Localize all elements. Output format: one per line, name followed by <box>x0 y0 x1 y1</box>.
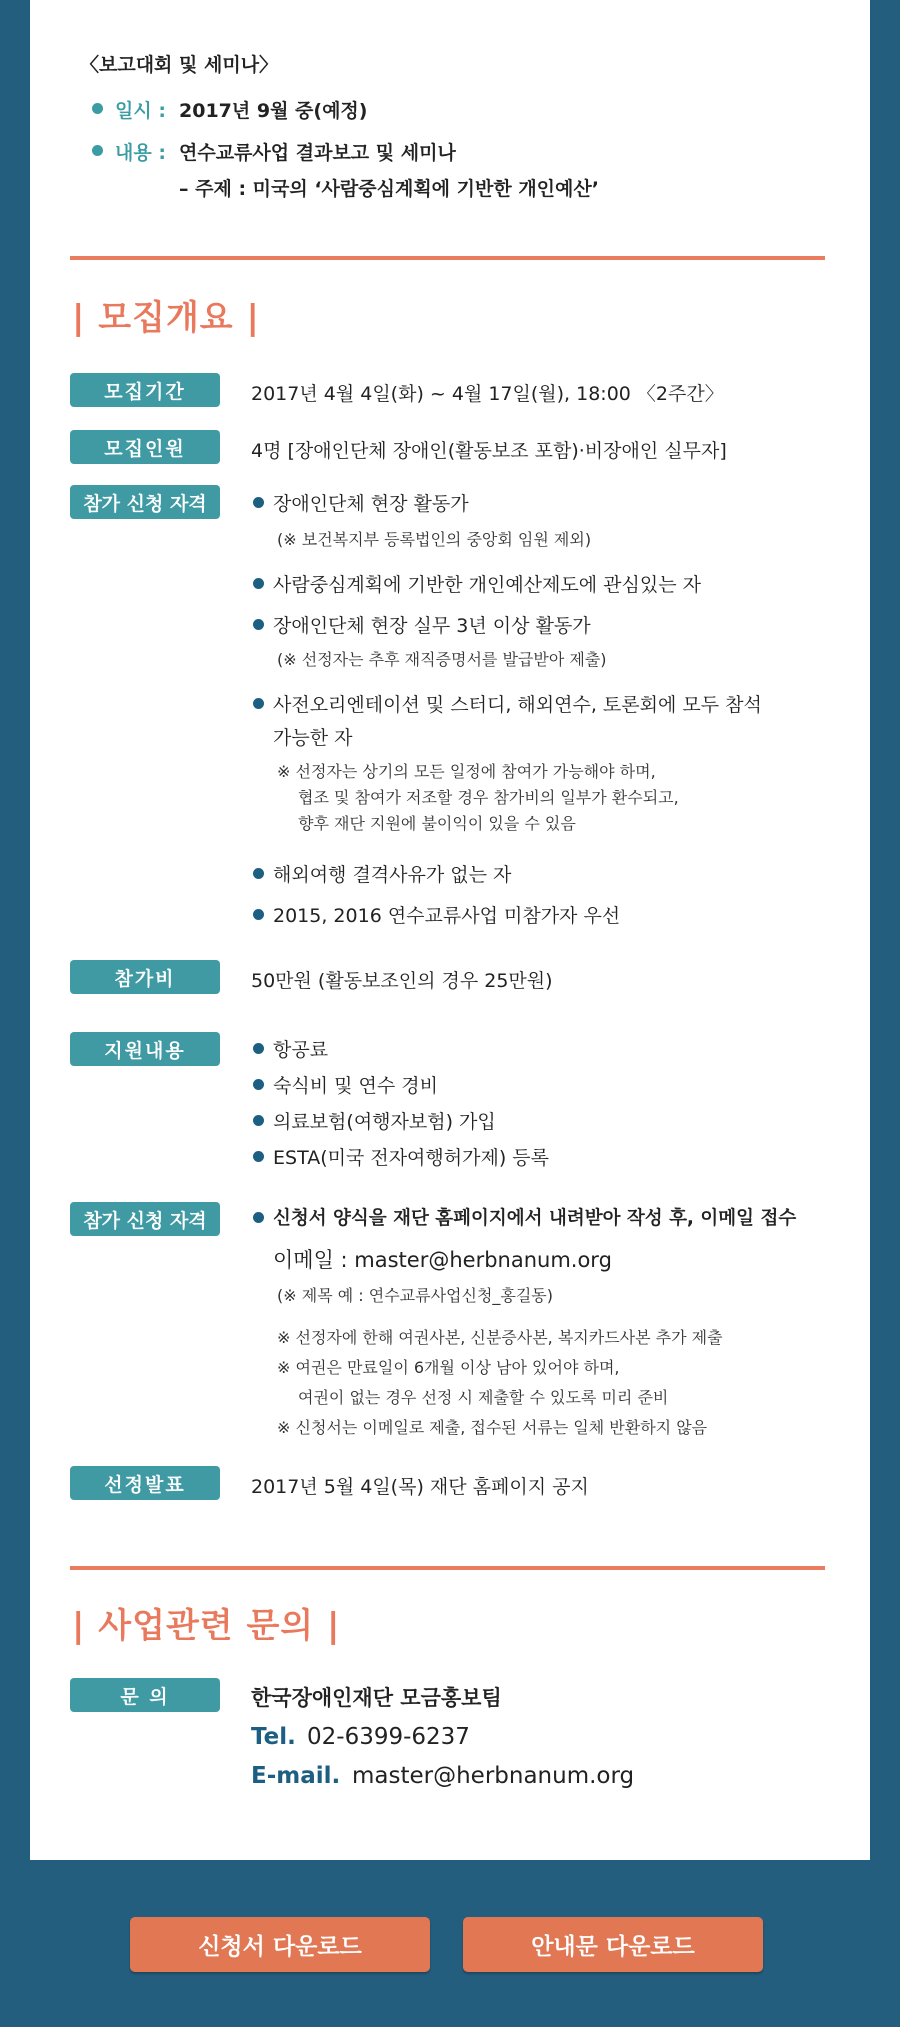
qual-item: 해외여행 결격사유가 없는 자 <box>273 864 512 886</box>
bullet-icon <box>253 619 264 630</box>
qual-note: ※ 선정자는 상기의 모든 일정에 참여가 가능해야 하며, <box>277 762 656 781</box>
qual-note: 향후 재단 지원에 불이익이 있을 수 있음 <box>298 814 576 833</box>
apply-note: 여권이 없는 경우 선정 시 제출할 수 있도록 미리 준비 <box>298 1388 669 1407</box>
recruit-title: | 모집개요 | <box>72 298 260 338</box>
report-heading: 〈보고대회 및 세미나〉 <box>80 54 279 76</box>
qual-note: (※ 선정자는 추후 재직증명서를 발급받아 제출) <box>277 650 607 669</box>
apply-email: 이메일 : master@herbnanum.org <box>273 1248 612 1272</box>
qual-item: 장애인단체 현장 실무 3년 이상 활동가 <box>273 615 591 637</box>
announce-value: 2017년 5월 4일(목) 재단 홈페이지 공지 <box>251 1476 589 1498</box>
apply-note: ※ 신청서는 이메일로 제출, 접수된 서류는 일체 반환하지 않음 <box>277 1418 708 1437</box>
qual-item: 사람중심계획에 기반한 개인예산제도에 관심있는 자 <box>273 574 701 596</box>
email-value: master@herbnanum.org <box>352 1763 635 1789</box>
guide-download-button[interactable]: 안내문 다운로드 <box>463 1917 763 1972</box>
qual-item: 장애인단체 현장 활동가 <box>273 493 469 515</box>
inquiry-title: | 사업관련 문의 | <box>72 1606 341 1646</box>
fee-badge: 참가비 <box>70 960 220 994</box>
content-value: 연수교류사업 결과보고 및 세미나 <box>179 142 456 164</box>
bullet-icon <box>92 103 103 114</box>
apply-note: (※ 제목 예 : 연수교류사업신청_홍길동) <box>277 1286 554 1305</box>
qual-item: 2015, 2016 연수교류사업 미참가자 우선 <box>273 905 621 927</box>
support-item: 항공료 <box>273 1039 329 1061</box>
people-badge: 모집인원 <box>70 430 220 464</box>
apply-note: ※ 선정자에 한해 여권사본, 신분증사본, 복지카드사본 추가 제출 <box>277 1328 723 1347</box>
content-topic: – 주제 : 미국의 ‘사람중심계획에 기반한 개인예산’ <box>179 178 599 200</box>
period-badge: 모집기간 <box>70 373 220 407</box>
date-label: 일시 : <box>115 100 166 122</box>
content-label: 내용 : <box>115 142 166 164</box>
announce-badge: 선정발표 <box>70 1466 220 1500</box>
inquiry-org: 한국장애인재단 모금홍보팀 <box>251 1686 502 1710</box>
period-value: 2017년 4월 4일(화) ~ 4월 17일(월), 18:00 〈2주간〉 <box>251 383 724 405</box>
date-value: 2017년 9월 중(예정) <box>179 100 368 122</box>
content-card <box>30 0 870 1860</box>
application-badge: 참가 신청 자격 <box>70 1202 220 1236</box>
bullet-icon <box>253 578 264 589</box>
qual-item: 사전오리엔테이션 및 스터디, 해외연수, 토론회에 모두 참석 <box>273 694 762 716</box>
bullet-icon <box>253 1079 264 1090</box>
section-divider <box>70 256 825 260</box>
people-value: 4명 [장애인단체 장애인(활동보조 포함)·비장애인 실무자] <box>251 440 727 462</box>
tel-label: Tel. <box>251 1724 296 1750</box>
bullet-icon <box>253 868 264 879</box>
qual-note: 협조 및 참여가 저조할 경우 참가비의 일부가 환수되고, <box>298 788 679 807</box>
support-item: 숙식비 및 연수 경비 <box>273 1075 438 1097</box>
section-divider <box>70 1566 825 1570</box>
support-item: 의료보험(여행자보험) 가입 <box>273 1111 496 1133</box>
qualification-badge: 참가 신청 자격 <box>70 485 220 519</box>
bullet-icon <box>253 1151 264 1162</box>
bullet-icon <box>253 1043 264 1054</box>
qual-note: (※ 보건복지부 등록법인의 중앙회 임원 제외) <box>277 530 592 549</box>
email-label: E-mail. <box>251 1763 341 1789</box>
bullet-icon <box>253 909 264 920</box>
fee-value: 50만원 (활동보조인의 경우 25만원) <box>251 970 553 992</box>
inquiry-badge: 문 의 <box>70 1678 220 1712</box>
support-badge: 지원내용 <box>70 1032 220 1066</box>
apply-note: ※ 여권은 만료일이 6개월 이상 남아 있어야 하며, <box>277 1358 620 1377</box>
bullet-icon <box>253 1212 264 1223</box>
bullet-icon <box>253 497 264 508</box>
tel-value: 02-6399-6237 <box>307 1724 470 1750</box>
bullet-icon <box>253 1115 264 1126</box>
bullet-icon <box>253 698 264 709</box>
apply-item: 신청서 양식을 재단 홈페이지에서 내려받아 작성 후, 이메일 접수 <box>273 1208 797 1229</box>
bullet-icon <box>92 145 103 156</box>
application-download-button[interactable]: 신청서 다운로드 <box>130 1917 430 1972</box>
qual-item-continued: 가능한 자 <box>273 727 353 749</box>
support-item: ESTA(미국 전자여행허가제) 등록 <box>273 1147 549 1169</box>
